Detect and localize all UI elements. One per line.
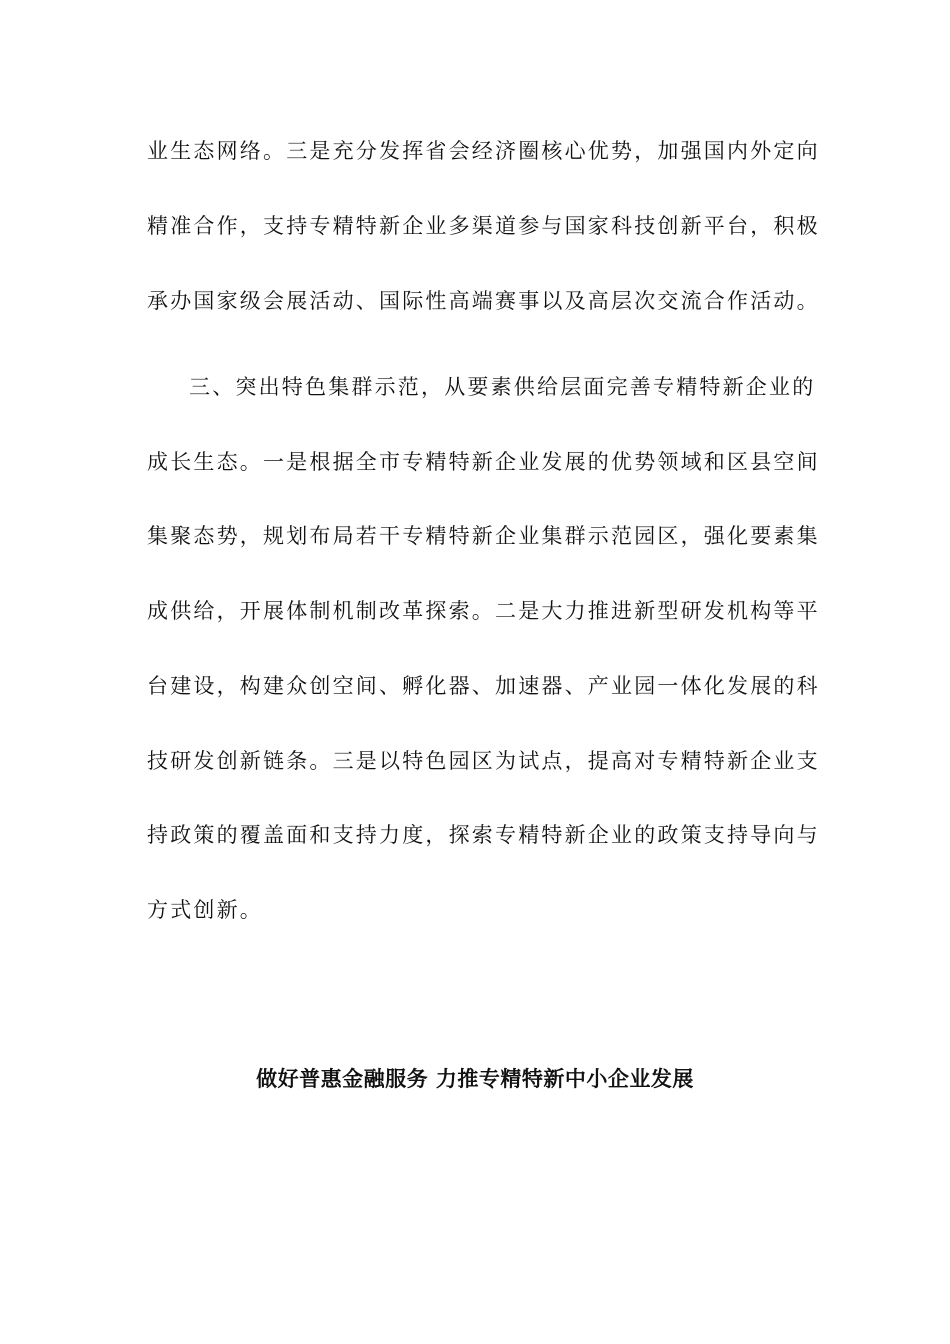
paragraph-2-line-3: 集聚态势，规划布局若干专精特新企业集群示范园区，强化要素集 [147, 524, 820, 548]
section-title: 做好普惠金融服务 力推专精特新中小企业发展 [256, 1067, 694, 1091]
paragraph-2-line-6: 技研发创新链条。三是以特色园区为试点，提高对专精特新企业支 [147, 749, 820, 773]
paragraph-1-line-3: 承办国家级会展活动、国际性高端赛事以及高层次交流合作活动。 [147, 289, 820, 313]
paragraph-2-line-7: 持政策的覆盖面和支持力度，探索专精特新企业的政策支持导向与 [147, 823, 820, 847]
paragraph-2-line-1: 三、突出特色集群示范，从要素供给层面完善专精特新企业的 [189, 375, 816, 399]
paragraph-2-line-8: 方式创新。 [147, 898, 263, 922]
paragraph-2-line-4: 成供给，开展体制机制改革探索。二是大力推进新型研发机构等平 [147, 599, 820, 623]
paragraph-1-line-1: 业生态网络。三是充分发挥省会经济圈核心优势，加强国内外定向 [147, 139, 820, 163]
paragraph-1-line-2: 精准合作，支持专精特新企业多渠道参与国家科技创新平台，积极 [147, 214, 820, 238]
paragraph-2-line-5: 台建设，构建众创空间、孵化器、加速器、产业园一体化发展的科 [147, 674, 820, 698]
paragraph-2-line-2: 成长生态。一是根据全市专精特新企业发展的优势领域和区县空间 [147, 450, 820, 474]
